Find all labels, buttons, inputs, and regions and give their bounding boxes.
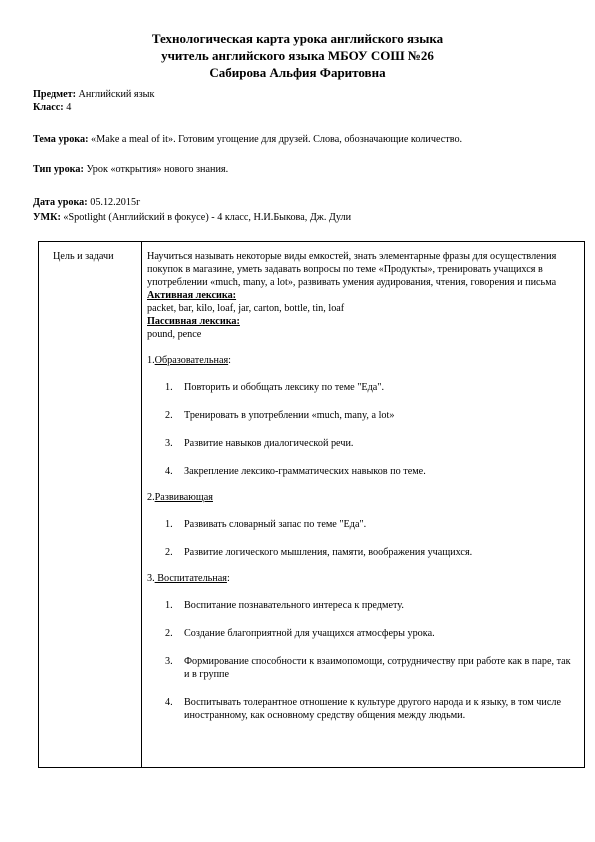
doc-title-line-1: Технологическая карта урока английского языка xyxy=(151,31,444,46)
list-item-number: 4. xyxy=(165,466,173,477)
umk-line xyxy=(33,211,351,224)
list-item-number: 2. xyxy=(165,410,173,421)
list-item xyxy=(147,518,577,531)
list-item xyxy=(147,409,577,422)
lesson-type-line xyxy=(33,163,228,176)
list-item xyxy=(147,627,577,640)
section-developmental xyxy=(147,491,577,559)
goals-label-cell: Цель и задачи xyxy=(53,251,114,262)
list-item-text: Развитие навыков диалогической речи. xyxy=(184,438,354,449)
section-title-text: Воспитательная xyxy=(154,573,227,584)
section-upbringing xyxy=(147,572,577,722)
list-item xyxy=(147,546,577,559)
list-item-number: 2. xyxy=(165,628,173,639)
section-title-suffix: : xyxy=(226,573,230,584)
goals-table xyxy=(38,241,585,768)
subject-line xyxy=(33,88,154,101)
list-item-text: Развивать словарный запас по теме "Еда". xyxy=(184,519,367,530)
list-item-text: Формирование способности к взаимопомощи, сотрудничеству при работе как в паре, так и в группе xyxy=(184,656,571,680)
section-title xyxy=(147,491,577,504)
section-title-text: Образовательная xyxy=(154,355,229,366)
lesson-type-label: Тип урока: xyxy=(33,164,84,175)
list-item-text: Создание благоприятной для учащихся атмосферы урока. xyxy=(184,628,435,639)
list-item-text: Воспитание познавательного интереса к предмету. xyxy=(184,600,404,611)
passive-vocab-label: Пассивная лексика: xyxy=(147,316,240,327)
doc-title-line-3: Сабирова Альфия Фаритовна xyxy=(209,65,386,80)
section-list xyxy=(147,381,577,478)
list-item-number: 4. xyxy=(165,697,173,708)
list-item xyxy=(147,599,577,612)
section-title xyxy=(147,572,577,585)
list-item-text: Закрепление лексико-грамматических навыков по теме. xyxy=(184,466,426,477)
list-item xyxy=(147,696,577,722)
section-number: 1. xyxy=(147,355,155,366)
list-item-number: 3. xyxy=(165,656,173,667)
doc-title-line-2: учитель английского языка МБОУ СОШ №26 xyxy=(161,48,434,63)
class-label: Класс: xyxy=(33,102,64,113)
goals-intro: Научиться называть некоторые виды емкостей, знать элементарные фразы для осуществления покупок в магазине, уметь задавать вопросы по теме «Продукты», тренировать учащихся в употреблении «much, many, a lot», развивать умения аудирования, чтения, говорения и письма xyxy=(147,251,557,288)
date-label: Дата урока: xyxy=(33,197,88,208)
subject-label: Предмет: xyxy=(33,89,76,100)
active-vocab-words: packet, bar, kilo, loaf, jar, carton, bottle, tin, loaf xyxy=(147,303,345,314)
section-number: 3. xyxy=(147,573,155,584)
list-item-text: Тренировать в употреблении «much, many, a lot» xyxy=(184,410,395,421)
list-item-number: 1. xyxy=(165,600,173,611)
list-item-number: 1. xyxy=(165,519,173,530)
list-item-number: 1. xyxy=(165,382,173,393)
umk-value: «Spotlight (Английский в фокусе) - 4 класс, Н.И.Быкова, Дж. Дули xyxy=(60,212,352,223)
topic-label: Тема урока: xyxy=(33,134,89,145)
section-educational xyxy=(147,354,577,478)
list-item xyxy=(147,465,577,478)
list-item xyxy=(147,437,577,450)
section-title-text: Развивающая xyxy=(154,492,213,503)
subject-value: Английский язык xyxy=(76,89,155,100)
topic-line xyxy=(33,133,462,146)
date-line xyxy=(33,196,140,209)
class-line xyxy=(33,101,71,114)
list-item-text: Развитие логического мышления, памяти, воображения учащихся. xyxy=(184,547,473,558)
umk-label: УМК: xyxy=(33,212,61,223)
section-title-suffix: : xyxy=(228,355,231,366)
class-value: 4 xyxy=(63,102,72,113)
list-item-number: 3. xyxy=(165,438,173,449)
lesson-type-value: Урок «открытия» нового знания. xyxy=(83,164,229,175)
list-item-text: Повторить и обобщать лексику по теме "Еда". xyxy=(184,382,385,393)
section-number: 2. xyxy=(147,492,155,503)
section-list xyxy=(147,518,577,559)
passive-vocab-words: pound, pence xyxy=(147,329,202,340)
section-title xyxy=(147,354,577,367)
date-value: 05.12.2015г xyxy=(87,197,141,208)
list-item xyxy=(147,655,577,681)
list-item-number: 2. xyxy=(165,547,173,558)
list-item-text: Воспитывать толерантное отношение к культуре другого народа и к языку, в том числе иностранному, как основному средству общения между людьми. xyxy=(184,697,561,721)
goals-content-cell xyxy=(147,250,577,737)
active-vocab-label: Активная лексика: xyxy=(147,290,237,301)
list-item xyxy=(147,381,577,394)
section-list xyxy=(147,599,577,722)
topic-value: «Make a meal of it». Готовим угощение для друзей. Слова, обозначающие количество. xyxy=(88,134,463,145)
table-column-divider xyxy=(141,242,142,767)
